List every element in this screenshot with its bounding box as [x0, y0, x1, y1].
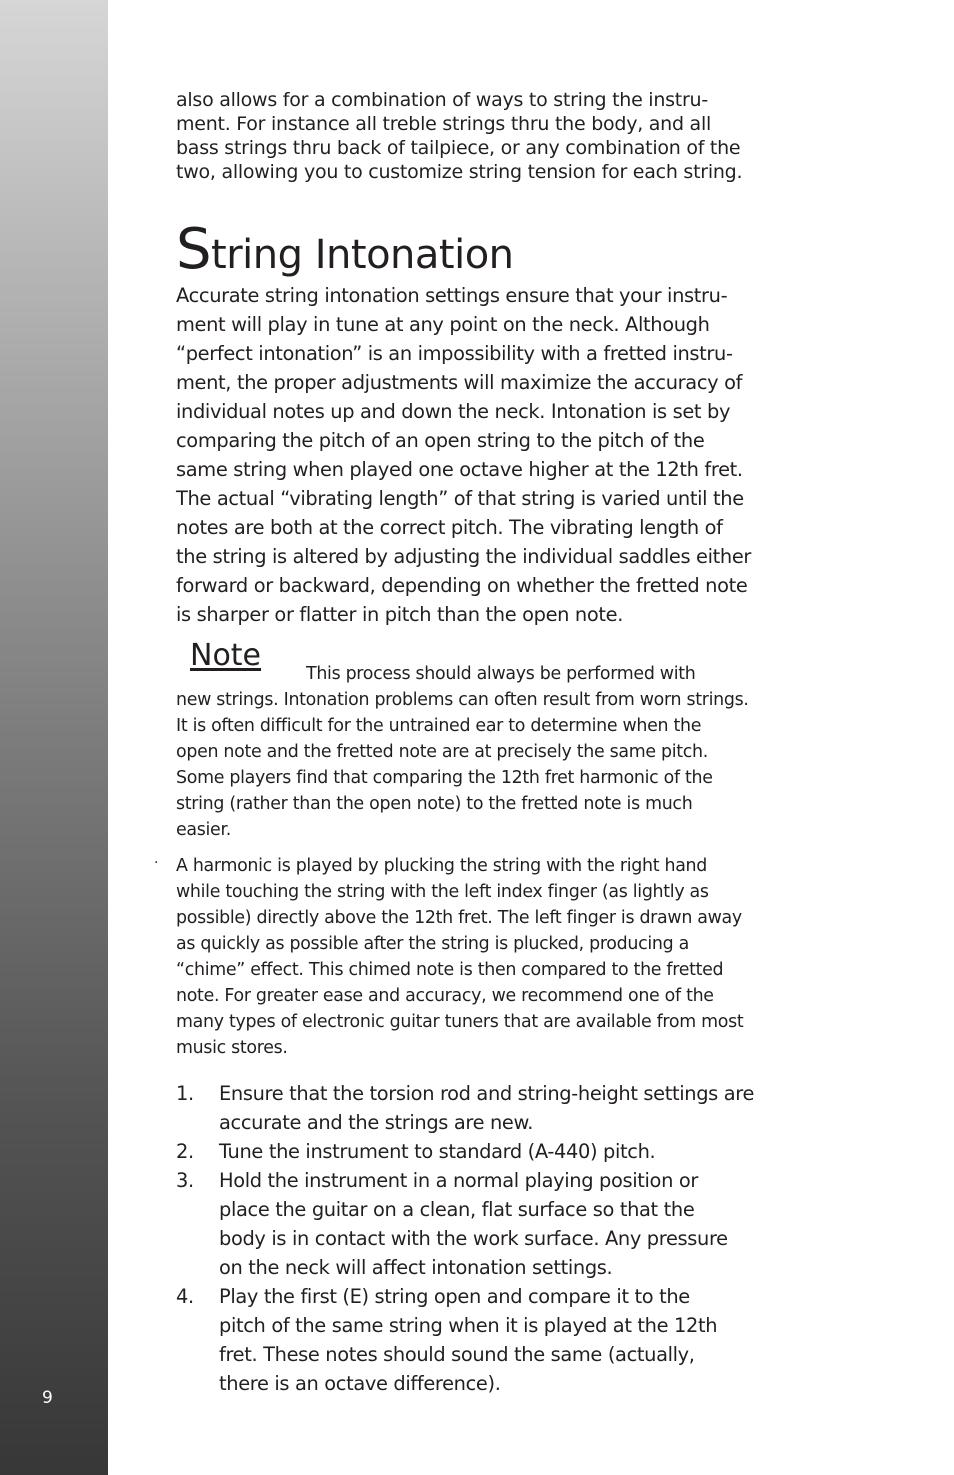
note-label: Note [190, 638, 262, 673]
text-line: This process should always be performed with [306, 664, 696, 684]
text-line: also allows for a combination of ways to string the instru- [176, 89, 708, 111]
list-item [176, 1282, 826, 1398]
step-number: 3. [176, 1169, 194, 1192]
harmonic-paragraph [176, 853, 826, 1061]
text-line: Play the first (E) string open and compare it to the [219, 1285, 690, 1308]
note-paragraph [176, 661, 826, 843]
text-line: pitch of the same string when it is played at the 12th [219, 1314, 718, 1337]
intonation-paragraph [176, 281, 826, 629]
step-number: 1. [176, 1082, 194, 1105]
text-line: fret. These notes should sound the same (actually, [219, 1343, 695, 1366]
list-item [176, 1166, 826, 1282]
text-line: place the guitar on a clean, flat surface so that the [219, 1198, 695, 1221]
text-line: A harmonic is played by plucking the string with the right hand [176, 856, 708, 876]
heading-rest: tring Intonation [211, 232, 514, 278]
text-line: note. For greater ease and accuracy, we recommend one of the [176, 986, 714, 1006]
text-line: forward or backward, depending on whether the fretted note [176, 574, 748, 597]
text-line: same string when played one octave higher at the 12th fret. [176, 458, 743, 481]
text-line: easier. [176, 820, 231, 840]
list-item [176, 1137, 826, 1166]
text-line: Tune the instrument to standard (A-440) pitch. [219, 1140, 656, 1163]
text-line: ment will play in tune at any point on the neck. Although [176, 313, 710, 336]
text-line: string (rather than the open note) to the fretted note is much [176, 794, 693, 814]
text-line: is sharper or flatter in pitch than the open note. [176, 603, 624, 626]
text-line: accurate and the strings are new. [219, 1111, 534, 1134]
text-line: open note and the fretted note are at precisely the same pitch. [176, 742, 708, 762]
text-line: two, allowing you to customize string tension for each string. [176, 161, 743, 183]
section-heading [176, 217, 514, 283]
page-sidebar-band [0, 0, 108, 1475]
text-line: the string is altered by adjusting the individual saddles either [176, 545, 752, 568]
text-line: while touching the string with the left index finger (as lightly as [176, 882, 709, 902]
text-line: ment, the proper adjustments will maximize the accuracy of [176, 371, 743, 394]
step-number: 4. [176, 1285, 194, 1308]
text-line: ment. For instance all treble strings thru the body, and all [176, 113, 712, 135]
text-line: bass strings thru back of tailpiece, or any combination of the [176, 137, 741, 159]
text-line: comparing the pitch of an open string to the pitch of the [176, 429, 705, 452]
text-line: “perfect intonation” is an impossibility with a fretted instru- [176, 342, 733, 365]
page-number: 9 [42, 1388, 53, 1408]
step-number: 2. [176, 1140, 194, 1163]
text-line: Hold the instrument in a normal playing position or [219, 1169, 698, 1192]
bullet-dot: · [154, 855, 159, 871]
text-line: The actual “vibrating length” of that string is varied until the [176, 487, 744, 510]
text-line: individual notes up and down the neck. Intonation is set by [176, 400, 731, 423]
text-line: possible) directly above the 12th fret. The left finger is drawn away [176, 908, 742, 928]
text-line: music stores. [176, 1038, 288, 1058]
text-line: on the neck will affect intonation settings. [219, 1256, 613, 1279]
text-line: Ensure that the torsion rod and string-height settings are [219, 1082, 755, 1105]
text-line: there is an octave difference). [219, 1372, 501, 1395]
text-line: many types of electronic guitar tuners that are available from most [176, 1012, 744, 1032]
intonation-steps-list [176, 1079, 826, 1398]
text-line: body is in contact with the work surface. Any pressure [219, 1227, 728, 1250]
text-line: Accurate string intonation settings ensure that your instru- [176, 284, 728, 307]
list-item [176, 1079, 826, 1137]
text-line: as quickly as possible after the string is plucked, producing a [176, 934, 689, 954]
text-line: new strings. Intonation problems can often result from worn strings. [176, 690, 749, 710]
text-line: It is often difficult for the untrained ear to determine when the [176, 716, 702, 736]
intro-paragraph [176, 88, 826, 184]
text-line: notes are both at the correct pitch. The vibrating length of [176, 516, 723, 539]
text-line: “chime” effect. This chimed note is then compared to the fretted [176, 960, 724, 980]
text-line: Some players find that comparing the 12th fret harmonic of the [176, 768, 713, 788]
heading-initial: S [176, 217, 212, 282]
